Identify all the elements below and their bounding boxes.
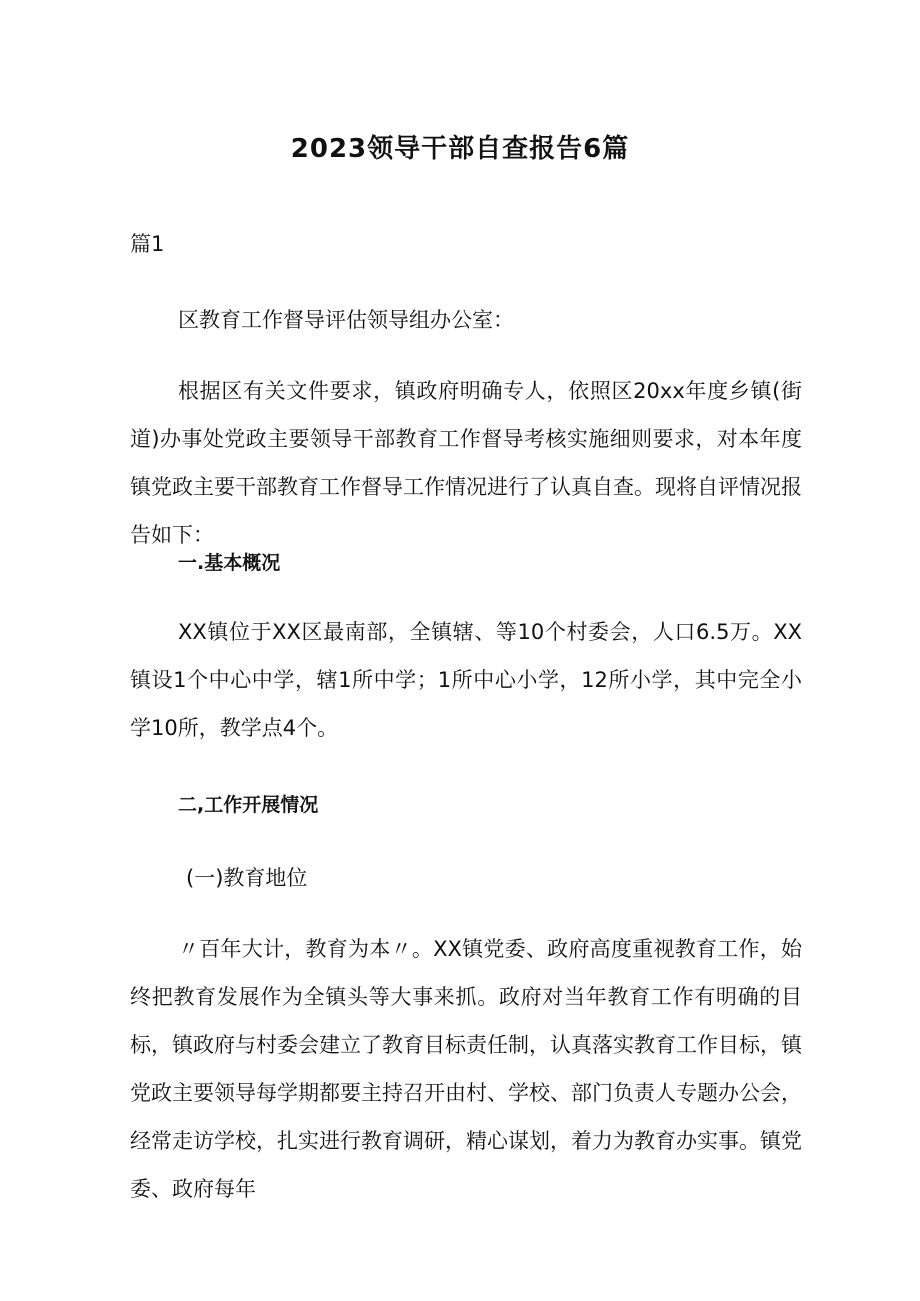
subheading-education-status: (一)教育地位 xyxy=(186,866,308,890)
heading-work-progress: 二,工作开展情况 xyxy=(178,794,319,816)
addressee-line: 区教育工作督导评估领导组办公室： xyxy=(178,308,514,332)
intro-paragraph: 根据区有关文件要求，镇政府明确专人，依照区20xx年度乡镇(街道)办事处党政主要领导干部教育工作督导考核实施细则要求，对本年度镇党政主要干部教育工作督导工作情况进行了认真自查。现将自评情况报告如下： xyxy=(130,379,802,547)
basic-overview-paragraph: XX镇位于XX区最南部，全镇辖、等10个村委会，人口6.5万。XX镇设1个中心中学，辖1所中学；1所中心小学，12所小学，其中完全小学10所，教学点4个。 xyxy=(130,620,802,740)
heading-basic-overview: 一.基本概况 xyxy=(178,552,281,574)
document-title: 2023领导干部自查报告6篇 xyxy=(290,134,630,164)
section-label: 篇1 xyxy=(130,232,165,256)
education-status-paragraph: 〃百年大计，教育为本〃。XX镇党委、政府高度重视教育工作，始终把教育发展作为全镇头等大事来抓。政府对当年教育工作有明确的目标，镇政府与村委会建立了教育目标责任制，认真落实教育工作目标，镇党政主要领导每学期都要主持召开由村、学校、部门负责人专题办公会，经常走访学校，扎实进行教育调研，精心谋划，着力为教育办实事。镇党委、政府每年 xyxy=(130,937,802,1201)
